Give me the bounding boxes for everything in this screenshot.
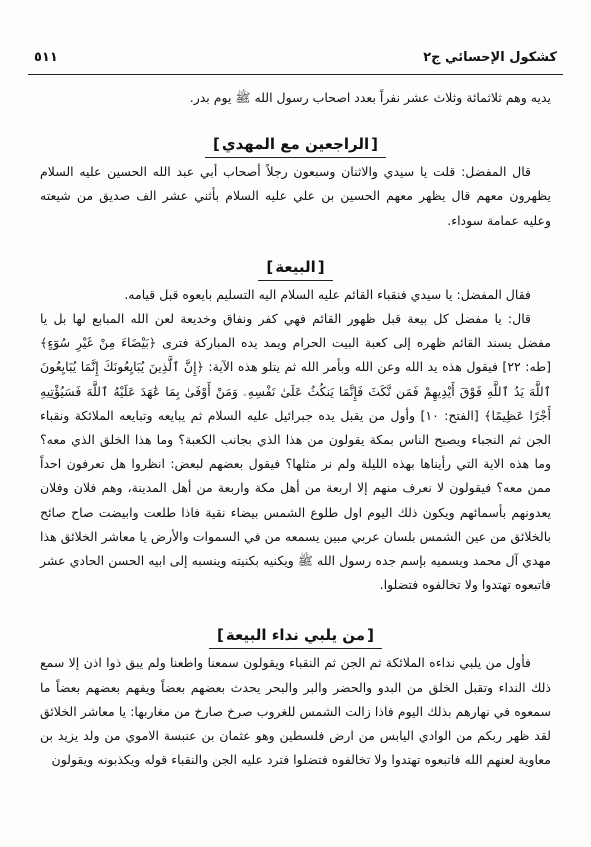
section-heading-wrap	[40, 623, 551, 649]
section-heading-wrap	[40, 255, 551, 281]
paragraph: يديه وهم ثلاثمائة وثلاث عشر نفراً بعدد اصحاب رسول الله ﷺ يوم بدر.	[189, 90, 551, 105]
section-heading: [ الراجعين مع المهدي ]	[205, 132, 386, 158]
page-number: ٥١١	[34, 50, 58, 65]
paragraph: قال المفضل: قلت يا سيدي والاثنان وسبعون رجلاً أصحاب أبي عبد الله الحسين عليه السلام يظهرون معهم قال يظهر معهم الحسين بن علي عليه السلام بأثني عشر الف صديق من شيعته وعليه عمامة سوداء.	[40, 164, 551, 228]
section-heading: [ من يلبي نداء البيعة ]	[209, 623, 382, 649]
section-heading-wrap	[40, 132, 551, 158]
paragraph: قال: يا مفضل كل بيعة قبل ظهور القائم فهي كفر ونفاق وخديعة لعن الله المبابع لها بل يا مفضل يسند القائم ظهره إلى كعبة البيت الحرام ويمد يده المباركة فترى ﴿بَيْضَاءَ مِنْ غَيْرِ سُوٓءٍ﴾ [طه: ٢٢] فيقول هذه يد الله وعن الله وبأمر الله ثم يتلو هذه الآية: ﴿إِنَّ ٱلَّذِينَ يُبَايِعُونَكَ إِنَّمَا يُبَايِعُونَ ٱللَّهَ يَدُ ٱللَّهِ فَوْقَ أَيْدِيهِمْ فَمَن نَّكَثَ فَإِنَّمَا يَنكُثُ عَلَىٰ نَفْسِهِۦ وَمَنْ أَوْفَىٰ بِمَا عَٰهَدَ عَلَيْهُ ٱللَّهَ فَسَيُؤْتِيهِ أَجْرًا عَظِيمًا﴾ [الفتح: ١٠] وأول من يقبل يده جبرائيل عليه السلام ثم يبايعه وتبايعه الملائكة ونقباء الجن ثم النجباء ويصبح الناس بمكة يقولون من هذا الذي بجانب الكعبة؟ وما هذا الخلق الذي معه؟ وما هذه الاية التي رأيناها بهذه الليلة ولم نر مثلها؟ فيقول بعضهم لبعض: انظروا هل تعرفون احداً ممن معه؟ فيقولون لا نعرف منهم إلا اربعة من أهل مكة واربعة من أهل المدينة، وهم فلان وفلان يعدونهم بأسمائهم ويكون ذلك اليوم اول طلوع الشمس بيضاء نقية فاذا طلعت وابيضت صاح صائح بالخلائق من عين الشمس بلسان عربي مبين يسمعه من في السموات والأرض يا معاشر الخلائق هذا مهدي آل محمد ويسميه بإسم جده رسول الله ﷺ ويكنيه بكنيته وينسبه إلى ابيه الحسن الحادي عشر فاتبعوه تهتدوا ولا تخالفوه فتضلوا.	[40, 311, 551, 593]
spacer	[40, 233, 551, 251]
spacer	[40, 110, 551, 128]
running-title: كشكول الإحسائي ج٢	[423, 50, 557, 65]
page-body	[40, 86, 551, 772]
paragraph: فأول من يلبي نداءه الملائكة ثم الجن ثم النقباء ويقولون سمعنا واطعنا ولم يبق ذوا اذن إلا سمع ذلك النداء وتقبل الخلق من البدو والحضر والبر والبحر يحدث بعضهم بعضاً ويفهم بعضهم بعضاً ما سمعوه في نهارهم بذلك اليوم فاذا زالت الشمس للغروب صرخ صارخ من مغاربها: يا معاشر الخلائق لقد ظهر ربكم من الوادي اليابس من ارض فلسطين وهو عثمان بن عنبسة الاموي من ولد يزيد بن معاوية لعنهم الله فاتبعوه تهتدوا ولا تخالفوه فتضلوا فترد عليه الجن والنقباء قوله ويكذبونه ويقولون	[40, 655, 551, 768]
spacer	[40, 597, 551, 619]
paragraph: فقال المفضل: يا سيدي فنقباء القائم عليه السلام اليه التسليم بايعوه قبل قيامه.	[124, 286, 531, 302]
page-header	[28, 44, 563, 75]
section-heading: [ البيعة ]	[258, 255, 332, 281]
